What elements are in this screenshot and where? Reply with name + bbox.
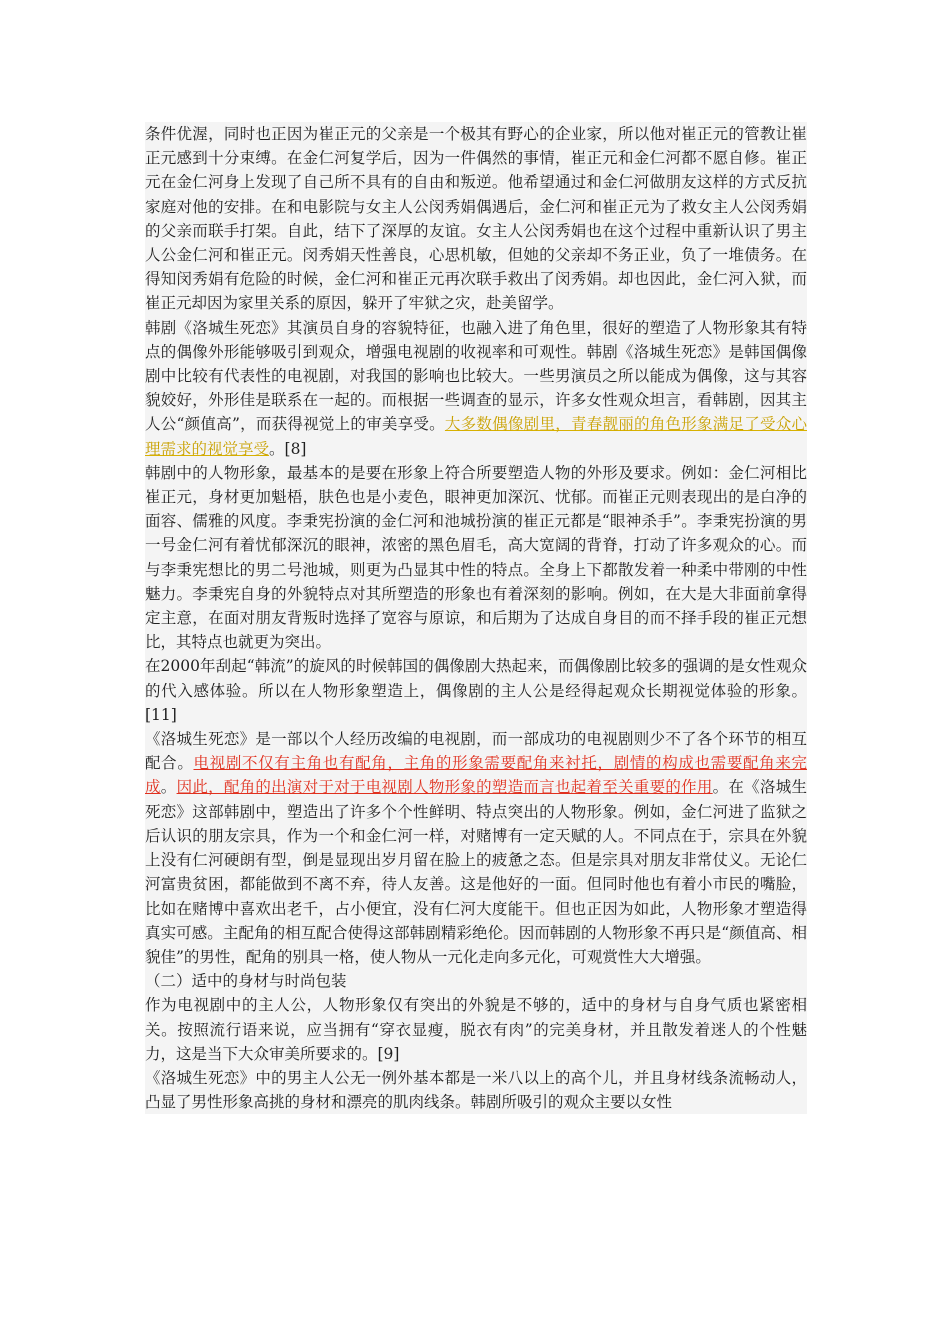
paragraph-plot-summary xyxy=(145,122,807,316)
highlighted-citation-red: 因此，配角的出演对于对于电视剧人物形象的塑造而言也起着至关重要的作用 xyxy=(176,778,713,797)
text-segment: 作为电视剧中的主人公，人物形象仅有突出的外貌是不够的，适中的身材与自身气质也紧密相关。按照流行语来说，应当拥有“穿衣显瘦，脱衣有肉”的完美身材，并且散发着迷人的个性魅力，这是当下大众审美所要求的。[9] xyxy=(145,996,807,1063)
section-heading-text: （二）适中的身材与时尚包装 xyxy=(145,972,347,991)
text-segment: 在2000年刮起“韩流”的旋风的时候韩国的偶像剧大热起来，而偶像剧比较多的强调的是女性观众的代入感体验。所以在人物形象塑造上，偶像剧的主人公是经得起观众长期视觉体验的形象。[11] xyxy=(145,657,807,724)
text-segment: 《洛城生死恋》是一部以个人经历改编的电视剧，而一部成功的电视剧则少不了各个环节的相互配合。 xyxy=(145,730,807,773)
text-segment: 条件优渥，同时也正因为崔正元的父亲是一个极其有野心的企业家，所以他对崔正元的管教让崔正元感到十分束缚。在金仁河复学后，因为一件偶然的事情，崔正元和金仁河都不愿自修。崔正元在金仁河身上发现了自己所不具有的自由和叛逆。他希望通过和金仁河做朋友这样的方式反抗家庭对他的安排。在和电影院与女主人公闵秀娟偶遇后，金仁河和崔正元为了救女主人公闵秀娟的父亲而联手打架。自此，结下了深厚的友谊。女主人公闵秀娟也在这个过程中重新认识了男主人公金仁河和崔正元。闵秀娟天性善良，心思机敏，但她的父亲却不务正业，负了一堆债务。在得知闵秀娟有危险的时候，金仁河和崔正元再次联手救出了闵秀娟。却也因此，金仁河入狱，而崔正元却因为家里关系的原因，躲开了牢狱之灾，赴美留学。 xyxy=(145,125,807,313)
highlighted-citation-yellow: 大多数偶像剧里，青春靓丽的角色形象满足了受众心理需求的视觉享受 xyxy=(145,415,807,458)
text-segment: 。在《洛城生死恋》这部韩剧中，塑造出了许多个个性鲜明、特点突出的人物形象。例如，金仁河进了监狱之后认识的朋友宗具，作为一个和金仁河一样，对赌博有一定天赋的人。不同点在于，宗具在外貌上没有仁河硬朗有型，倒是显现出岁月留在脸上的疲惫之态。但是宗具对朋友非常仗义。无论仁河富贵贫困，都能做到不离不弃，待人友善。这是他好的一面。但同时他也有着小市民的嘴脸，比如在赌博中喜欢出老千，占小便宜，没有仁河大度能干。但也正因为如此，人物形象才塑造得真实可感。主配角的相互配合使得这部韩剧精彩绝伦。因而韩剧的人物形象不再只是“颜值高、相貌佳”的男性，配角的别具一格，使人物从一元化走向多元化，可观赏性大大增强。 xyxy=(145,778,807,966)
text-segment: 韩剧中的人物形象，最基本的是要在形象上符合所要塑造人物的外形及要求。例如：金仁河相比崔正元，身材更加魁梧，肤色也是小麦色，眼神更加深沉、忧郁。而崔正元则表现出的是白净的面容、儒雅的风度。李秉宪扮演的金仁河和池城扮演的崔正元都是“眼神杀手”。李秉宪扮演的男一号金仁河有着忧郁深沉的眼神，浓密的黑色眉毛，高大宽阔的背脊，打动了许多观众的心。而与李秉宪想比的男二号池城，则更为凸显其中性的特点。全身上下都散发着一种柔中带刚的中性魅力。李秉宪自身的外貌特点对其所塑造的形象也有着深刻的影响。例如，在大是大非面前拿得定主意，在面对朋友背叛时选择了宽容与原谅，和后期为了达成自身目的而不择手段的崔正元想比，其特点也就更为突出。 xyxy=(145,463,807,652)
paragraph-body-figure xyxy=(145,993,807,1066)
text-segment: 韩剧《洛城生死恋》其演员自身的容貌特征，也融入进了角色里，很好的塑造了人物形象其有特点的偶像外形能够吸引到观众，增强电视剧的收视率和可观性。韩剧《洛城生死恋》是韩国偶像剧中比较有代表性的电视剧，对我国的影响也比较大。一些男演员之所以能成为偶像，这与其容貌姣好，外形佳是联系在一起的。而根据一些调查的显示，许多女性观众坦言，看韩剧，因其主人公“颜值高”，而获得视觉上的审美享受。 xyxy=(145,318,807,434)
text-segment: 。[8] xyxy=(269,439,307,458)
paragraph-male-leads xyxy=(145,1066,807,1114)
paragraph-character-image xyxy=(145,461,807,655)
paragraph-supporting-roles xyxy=(145,727,807,969)
highlighted-citation-red: 电视剧不仅有主角也有配角，主角的形象需要配角来衬托，剧情的构成也需要配角来完成 xyxy=(145,754,807,797)
document-page xyxy=(145,122,807,1114)
paragraph-appearance xyxy=(145,316,807,461)
section-heading xyxy=(145,969,807,993)
paragraph-hallyu xyxy=(145,654,807,727)
text-segment: 。 xyxy=(160,778,177,797)
text-segment: 《洛城生死恋》中的男主人公无一例外基本都是一米八以上的高个儿，并且身材线条流畅动人，凸显了男性形象高挑的身材和漂亮的肌肉线条。韩剧所吸引的观众主要以女性 xyxy=(145,1068,807,1112)
